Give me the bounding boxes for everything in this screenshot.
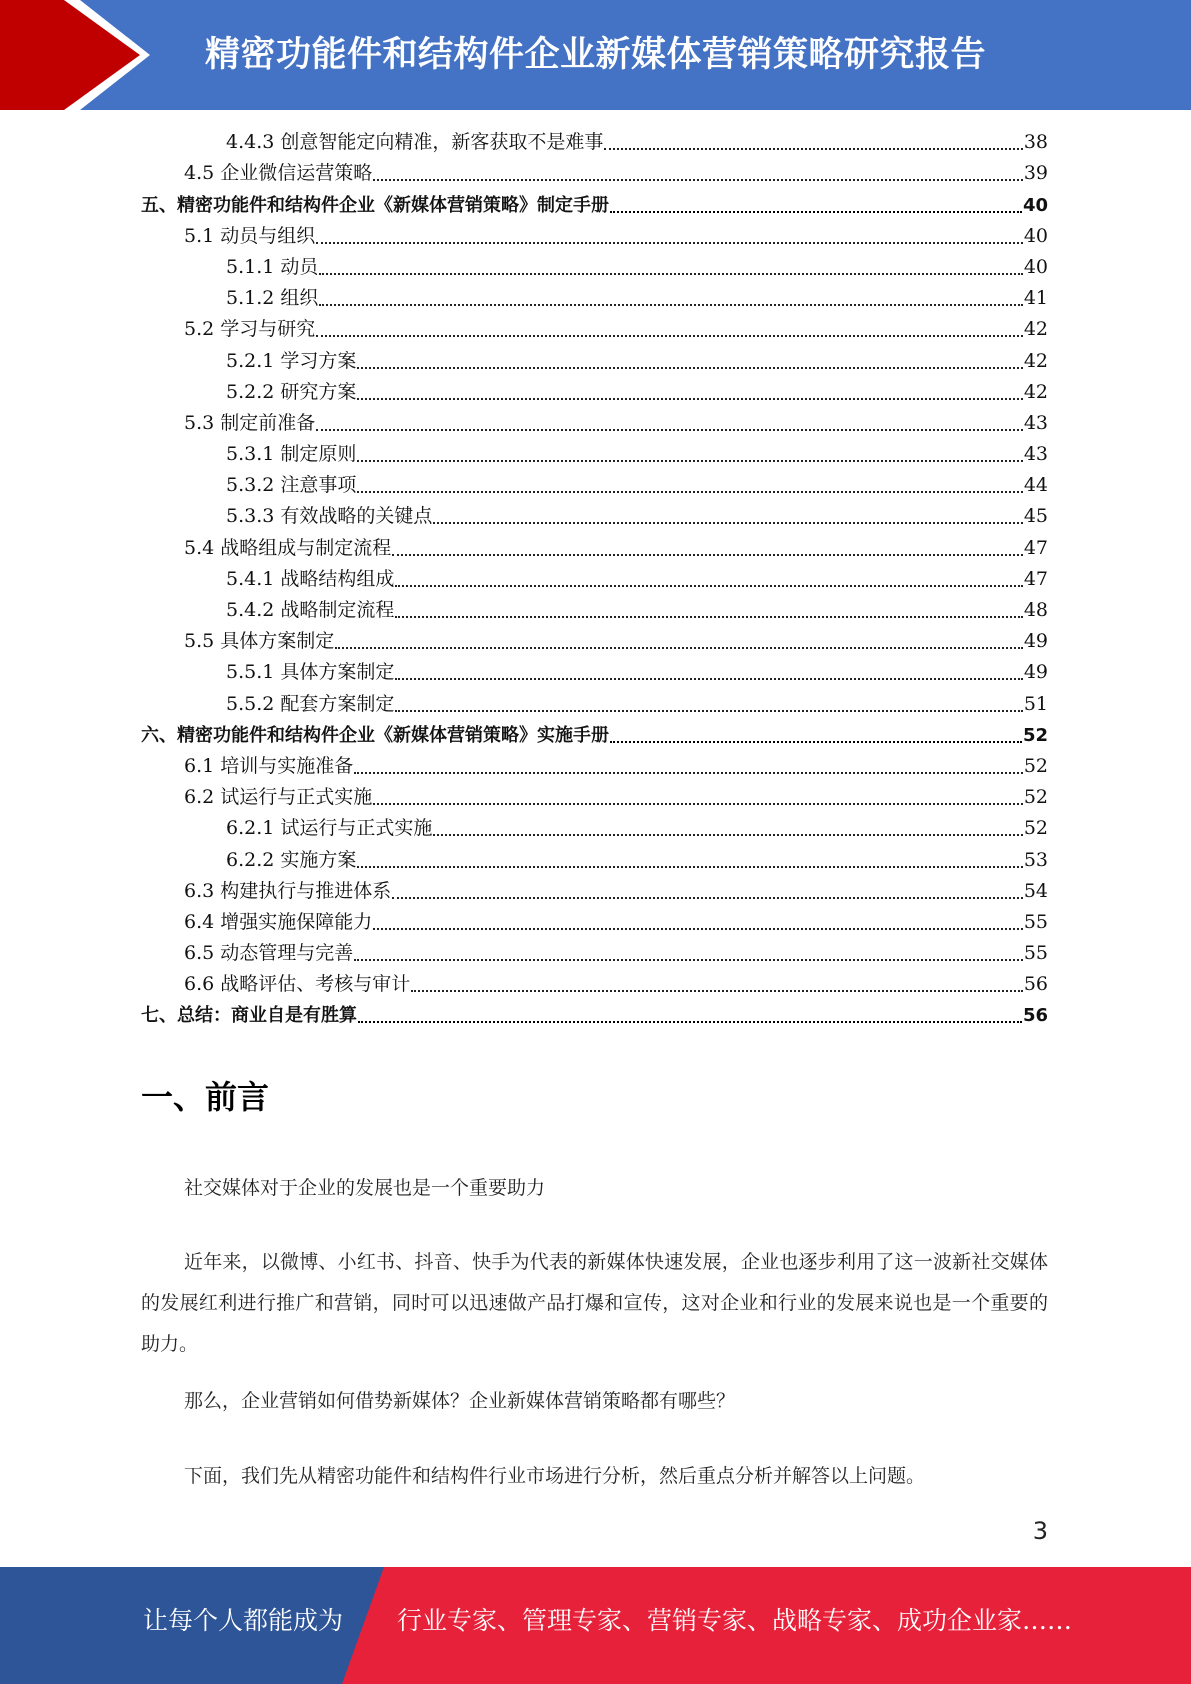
toc-dot-leader — [357, 460, 1022, 462]
toc-entry-label: 5.2 学习与研究 — [184, 318, 316, 341]
toc-dot-leader — [316, 242, 1023, 244]
toc-entry[interactable] — [141, 626, 1048, 657]
toc-entry[interactable] — [141, 189, 1048, 220]
toc-entry-label: 5.1 动员与组织 — [184, 224, 316, 247]
toc-dot-leader — [357, 398, 1022, 400]
toc-entry-label: 五、精密功能件和结构件企业《新媒体营销策略》制定手册 — [141, 194, 609, 216]
table-of-contents — [141, 127, 1048, 1031]
toc-dot-leader — [411, 990, 1023, 992]
toc-entry-page: 41 — [1023, 287, 1048, 310]
toc-dot-leader — [373, 803, 1023, 805]
toc-entry[interactable] — [141, 938, 1048, 969]
toc-entry-label: 七、总结：商业自是有胜算 — [141, 1005, 357, 1027]
toc-entry-page: 40 — [1023, 255, 1048, 278]
toc-entry-page: 42 — [1023, 349, 1048, 372]
page-number: 3 — [1032, 1517, 1048, 1545]
toc-dot-leader — [395, 616, 1022, 618]
toc-entry-label: 6.2.2 实施方案 — [226, 848, 357, 871]
toc-entry[interactable] — [141, 252, 1048, 283]
paragraph: 下面，我们先从精密功能件和结构件行业市场进行分析，然后重点分析并解答以上问题。 — [184, 1465, 926, 1487]
toc-dot-leader — [319, 273, 1022, 275]
toc-dot-leader — [316, 429, 1023, 431]
report-title: 精密功能件和结构件企业新媒体营销策略研究报告 — [205, 35, 987, 75]
toc-entry-page: 42 — [1023, 318, 1048, 341]
toc-dot-leader — [395, 678, 1022, 680]
toc-entry[interactable] — [141, 1000, 1048, 1031]
toc-dot-leader — [433, 522, 1022, 524]
toc-entry-label: 6.2.1 试运行与正式实施 — [226, 817, 433, 840]
toc-entry-page: 47 — [1023, 567, 1048, 590]
toc-dot-leader — [354, 772, 1023, 774]
toc-entry-page: 43 — [1023, 411, 1048, 434]
toc-entry-page: 44 — [1023, 474, 1048, 497]
toc-dot-leader — [395, 585, 1022, 587]
toc-entry-page: 52 — [1022, 724, 1048, 746]
toc-entry-label: 6.1 培训与实施准备 — [184, 754, 354, 777]
footer-slogan-left: 让每个人都能成为 — [143, 1606, 344, 1635]
toc-entry[interactable] — [141, 782, 1048, 813]
toc-entry[interactable] — [141, 688, 1048, 719]
toc-dot-leader — [610, 211, 1022, 213]
paragraph: 那么，企业营销如何借势新媒体？企业新媒体营销策略都有哪些？ — [184, 1390, 736, 1412]
toc-entry-label: 4.4.3 创意智能定向精准，新客获取不是难事 — [226, 131, 604, 154]
toc-entry[interactable] — [141, 221, 1048, 252]
footer-slogan-right: 行业专家、管理专家、营销专家、战略专家、成功企业家…… — [397, 1606, 1073, 1635]
toc-entry-label: 5.2.2 研究方案 — [226, 380, 357, 403]
toc-entry[interactable] — [141, 876, 1048, 907]
toc-dot-leader — [373, 179, 1023, 181]
toc-entry-label: 5.1.2 组织 — [226, 287, 319, 310]
toc-entry-page: 47 — [1023, 536, 1048, 559]
toc-entry-label: 5.3 制定前准备 — [184, 411, 316, 434]
toc-entry-label: 5.1.1 动员 — [226, 255, 319, 278]
toc-entry[interactable] — [141, 751, 1048, 782]
toc-entry-page: 38 — [1023, 131, 1048, 154]
toc-entry-label: 6.3 构建执行与推进体系 — [184, 879, 392, 902]
toc-entry-page: 52 — [1023, 817, 1048, 840]
toc-dot-leader — [373, 928, 1023, 930]
page-footer — [0, 1567, 1191, 1684]
toc-dot-leader — [395, 710, 1022, 712]
toc-entry[interactable] — [141, 470, 1048, 501]
toc-entry-page: 56 — [1022, 1005, 1048, 1027]
toc-dot-leader — [604, 148, 1022, 150]
toc-entry-label: 6.5 动态管理与完善 — [184, 942, 354, 965]
toc-entry-page: 45 — [1023, 505, 1048, 528]
toc-entry-label: 5.4.2 战略制定流程 — [226, 599, 395, 621]
toc-entry-page: 39 — [1023, 162, 1048, 185]
toc-entry-label: 5.3.1 制定原则 — [226, 443, 357, 466]
toc-entry[interactable] — [141, 720, 1048, 751]
page-header — [0, 0, 1191, 110]
toc-entry-label: 6.6 战略评估、考核与审计 — [184, 973, 411, 996]
paragraph: 近年来，以微博、小红书、抖音、快手为代表的新媒体快速发展，企业也逐步利用了这一波新社交媒体的发展红利进行推广和营销，同时可以迅速做产品打爆和宣传，这对企业和行业的发展来说也是一个重要的助力。 — [141, 1251, 1048, 1355]
toc-entry[interactable] — [141, 408, 1048, 439]
toc-entry-page: 56 — [1023, 973, 1048, 996]
toc-entry[interactable] — [141, 813, 1048, 844]
toc-entry[interactable] — [141, 595, 1048, 626]
toc-entry-label: 6.4 增强实施保障能力 — [184, 910, 373, 933]
toc-entry-label: 5.5 具体方案制定 — [184, 630, 335, 653]
toc-entry[interactable] — [141, 283, 1048, 314]
toc-dot-leader — [316, 335, 1023, 337]
toc-entry-label: 6.2 试运行与正式实施 — [184, 786, 373, 809]
toc-entry[interactable] — [141, 564, 1048, 595]
section-heading: 一、前言 — [141, 1078, 270, 1116]
toc-entry[interactable] — [141, 501, 1048, 532]
toc-entry[interactable] — [141, 907, 1048, 938]
toc-entry[interactable] — [141, 377, 1048, 408]
toc-dot-leader — [433, 834, 1022, 836]
toc-dot-leader — [610, 741, 1022, 743]
toc-entry-label: 六、精密功能件和结构件企业《新媒体营销策略》实施手册 — [141, 724, 609, 746]
toc-entry-label: 5.2.1 学习方案 — [226, 349, 357, 372]
toc-dot-leader — [392, 897, 1023, 899]
toc-entry-page: 53 — [1023, 848, 1048, 871]
toc-entry-page: 42 — [1023, 380, 1048, 403]
toc-entry-label: 5.4 战略组成与制定流程 — [184, 536, 392, 559]
toc-dot-leader — [357, 367, 1022, 369]
toc-entry-page: 48 — [1023, 599, 1048, 621]
toc-entry-page: 51 — [1023, 692, 1048, 715]
toc-dot-leader — [358, 1021, 1022, 1023]
toc-dot-leader — [357, 866, 1022, 868]
toc-dot-leader — [335, 647, 1023, 649]
toc-entry-label: 5.3.3 有效战略的关键点 — [226, 505, 433, 528]
toc-entry-page: 52 — [1023, 786, 1048, 809]
toc-entry-page: 49 — [1023, 661, 1048, 684]
toc-entry-page: 55 — [1023, 942, 1048, 965]
toc-entry[interactable] — [141, 345, 1048, 376]
toc-entry[interactable] — [141, 844, 1048, 875]
toc-entry-page: 49 — [1023, 630, 1048, 653]
toc-dot-leader — [319, 304, 1022, 306]
toc-entry[interactable] — [141, 158, 1048, 189]
toc-entry-page: 40 — [1022, 194, 1048, 216]
toc-entry-page: 55 — [1023, 910, 1048, 933]
toc-entry-page: 43 — [1023, 443, 1048, 466]
toc-entry[interactable] — [141, 127, 1048, 158]
toc-entry[interactable] — [141, 532, 1048, 563]
toc-entry[interactable] — [141, 314, 1048, 345]
toc-entry-page: 54 — [1023, 879, 1048, 902]
toc-dot-leader — [357, 491, 1022, 493]
toc-entry-label: 5.3.2 注意事项 — [226, 474, 357, 497]
toc-entry[interactable] — [141, 969, 1048, 1000]
toc-entry-label: 4.5 企业微信运营策略 — [184, 162, 373, 185]
toc-entry-label: 5.5.2 配套方案制定 — [226, 692, 395, 715]
toc-dot-leader — [392, 554, 1023, 556]
toc-dot-leader — [354, 959, 1023, 961]
toc-entry-page: 40 — [1023, 224, 1048, 247]
toc-entry-label: 5.4.1 战略结构组成 — [226, 567, 395, 590]
toc-entry[interactable] — [141, 657, 1048, 688]
toc-entry-label: 5.5.1 具体方案制定 — [226, 661, 395, 684]
toc-entry[interactable] — [141, 439, 1048, 470]
toc-entry-page: 52 — [1023, 754, 1048, 777]
paragraph: 社交媒体对于企业的发展也是一个重要助力 — [184, 1177, 546, 1199]
